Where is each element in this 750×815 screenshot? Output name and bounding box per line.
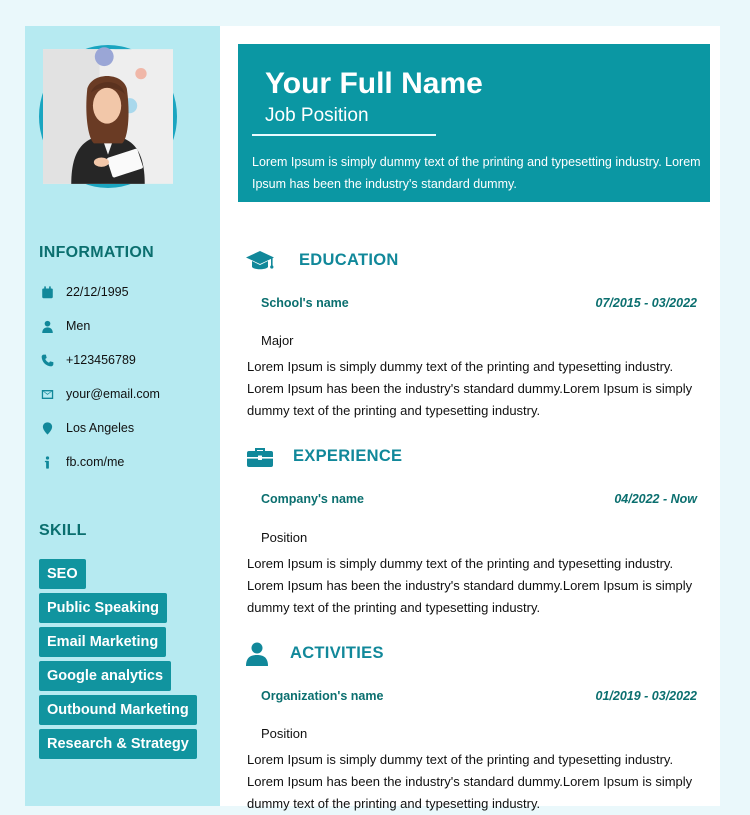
experience-date: 04/2022 - Now (614, 492, 697, 506)
organization-name: Organization's name (261, 689, 384, 703)
skill-tag: Research & Strategy (39, 729, 197, 759)
skill-heading: SKILL (39, 522, 87, 539)
skill-tag: Google analytics (39, 661, 171, 691)
info-phone: +123456789 (39, 350, 136, 370)
job-position: Job Position (265, 105, 369, 126)
company-name: Company's name (261, 492, 365, 506)
info-gender: Men (39, 316, 90, 336)
info-birthdate: 22/12/1995 (39, 282, 129, 302)
profile-photo (39, 45, 177, 188)
resume-page (25, 26, 720, 811)
location-pin-icon (39, 420, 55, 436)
sidebar (25, 26, 220, 806)
experience-position: Position (261, 530, 308, 545)
skill-tag: Email Marketing (39, 627, 166, 657)
graduation-cap-icon (245, 249, 275, 273)
info-email: your@email.com (39, 384, 160, 404)
activities-position: Position (261, 726, 308, 741)
header-divider (252, 134, 436, 136)
full-name: Your Full Name (265, 67, 483, 100)
education-heading: EDUCATION (299, 251, 399, 269)
user-icon (245, 642, 275, 666)
phone-icon (39, 352, 55, 368)
school-name: School's name (261, 296, 349, 310)
person-icon (39, 318, 55, 334)
activities-description: Lorem Ipsum is simply dummy text of the printing and typesetting industry. Lorem Ipsum has been the industry's standard dummy.Lorem Ipsum is simply dummy text of the printing and typesetting industry. (247, 752, 693, 811)
skill-tag: Outbound Marketing (39, 695, 197, 725)
info-icon (39, 454, 55, 470)
info-location: Los Angeles (39, 418, 134, 438)
activities-date: 01/2019 - 03/2022 (595, 689, 697, 703)
header-banner (238, 44, 710, 202)
experience-heading: EXPERIENCE (293, 447, 403, 465)
profile-photo-illustration (43, 49, 173, 184)
email-icon (39, 386, 55, 402)
intro-text: Lorem Ipsum is simply dummy text of the printing and typesetting industry. Lorem Ipsum has been the industry's standard dummy. (252, 155, 701, 191)
info-social: fb.com/me (39, 452, 124, 472)
education-major: Major (261, 333, 294, 348)
briefcase-icon (245, 445, 275, 469)
education-date: 07/2015 - 03/2022 (595, 296, 697, 310)
skill-tag: SEO (39, 559, 86, 589)
education-description: Lorem Ipsum is simply dummy text of the printing and typesetting industry. Lorem Ipsum has been the industry's standard dummy.Lorem Ipsum is simply dummy text of the printing and typesetting industry. (247, 359, 693, 418)
skill-tag: Public Speaking (39, 593, 167, 623)
activities-heading: ACTIVITIES (290, 644, 384, 662)
information-heading: INFORMATION (39, 244, 154, 261)
calendar-icon (39, 284, 55, 300)
experience-description: Lorem Ipsum is simply dummy text of the printing and typesetting industry. Lorem Ipsum has been the industry's standard dummy.Lorem Ipsum is simply dummy text of the printing and typesetting industry. (247, 556, 693, 615)
